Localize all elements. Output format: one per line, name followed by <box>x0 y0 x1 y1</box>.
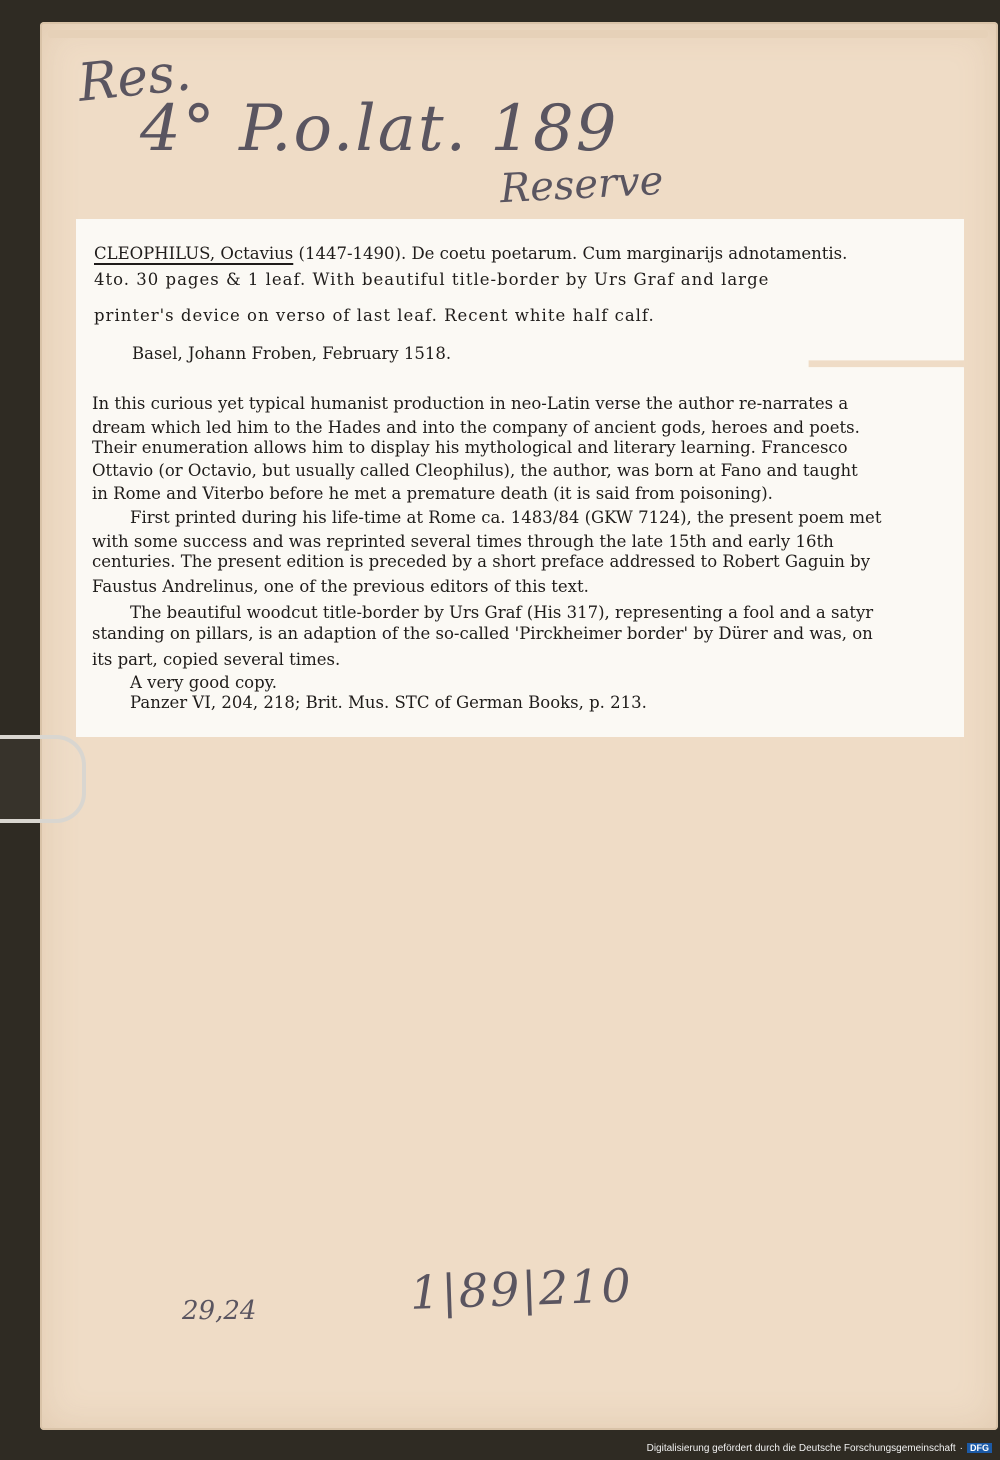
handwritten-bottom-mark: 1|89|210 <box>409 1258 634 1320</box>
description-line: in Rome and Viterbo before he met a premature death (it is said from poisoning). <box>92 484 773 503</box>
description-line: The beautiful woodcut title-border by Urs Graf (His 317), representing a fool and a satyr <box>130 603 874 622</box>
entry-imprint: Basel, Johann Froben, February 1518. <box>132 344 452 363</box>
handwritten-shelfmark: 4° P.o.lat. 189 <box>140 92 619 166</box>
description-line: A very good copy. <box>130 673 278 692</box>
board-top-edge <box>48 30 988 38</box>
entry-collation: 4to. 30 pages & 1 leaf. With beautiful title-border by Urs Graf and large <box>94 270 770 289</box>
description-line: standing on pillars, is an adaption of the so-called 'Pirckheimer border' by Dürer and was, on <box>92 624 873 643</box>
description-line: In this curious yet typical humanist production in neo-Latin verse the author re-narrates a <box>92 394 849 413</box>
description-line: dream which led him to the Hades and into the company of ancient gods, heroes and poets. <box>92 418 860 437</box>
description-line: Ottavio (or Octavio, but usually called Cleophilus), the author, was born at Fano and taught <box>92 461 858 480</box>
handwritten-reserve: Reserve <box>498 157 665 213</box>
entry-author: CLEOPHILUS, Octavius <box>94 244 294 263</box>
description-line: centuries. The present edition is preceded by a short preface addressed to Robert Gaguin by <box>92 552 871 571</box>
paper-clip <box>0 735 86 823</box>
entry-dates-title: (1447-1490). De coetu poetarum. Cum marginarijs adnotamentis. <box>298 244 848 263</box>
description-line: First printed during his life-time at Rome ca. 1483/84 (GKW 7124), the present poem met <box>130 508 882 527</box>
footer-credit: Digitalisierung gefördert durch die Deutsche Forschungsgemeinschaft <box>646 1442 956 1454</box>
description-line: with some success and was reprinted several times through the late 15th and early 16th <box>92 532 834 551</box>
handwritten-price: 29,24 <box>182 1296 257 1326</box>
description-line: its part, copied several times. <box>92 650 341 669</box>
description-line: Their enumeration allows him to display his mythological and literary learning. Francesco <box>92 438 848 457</box>
digitization-footer: Digitalisierung gefördert durch die Deutsche Forschungsgemeinschaft · DFG <box>647 1440 992 1456</box>
description-line: Panzer VI, 204, 218; Brit. Mus. STC of German Books, p. 213. <box>130 693 647 712</box>
handwritten-res: Res. <box>75 42 194 114</box>
entry-binding: printer's device on verso of last leaf. Recent white half calf. <box>94 306 655 325</box>
dfg-logo: DFG <box>967 1443 992 1453</box>
description-line: Faustus Andrelinus, one of the previous editors of this text. <box>92 577 589 596</box>
entry-heading <box>94 244 847 263</box>
